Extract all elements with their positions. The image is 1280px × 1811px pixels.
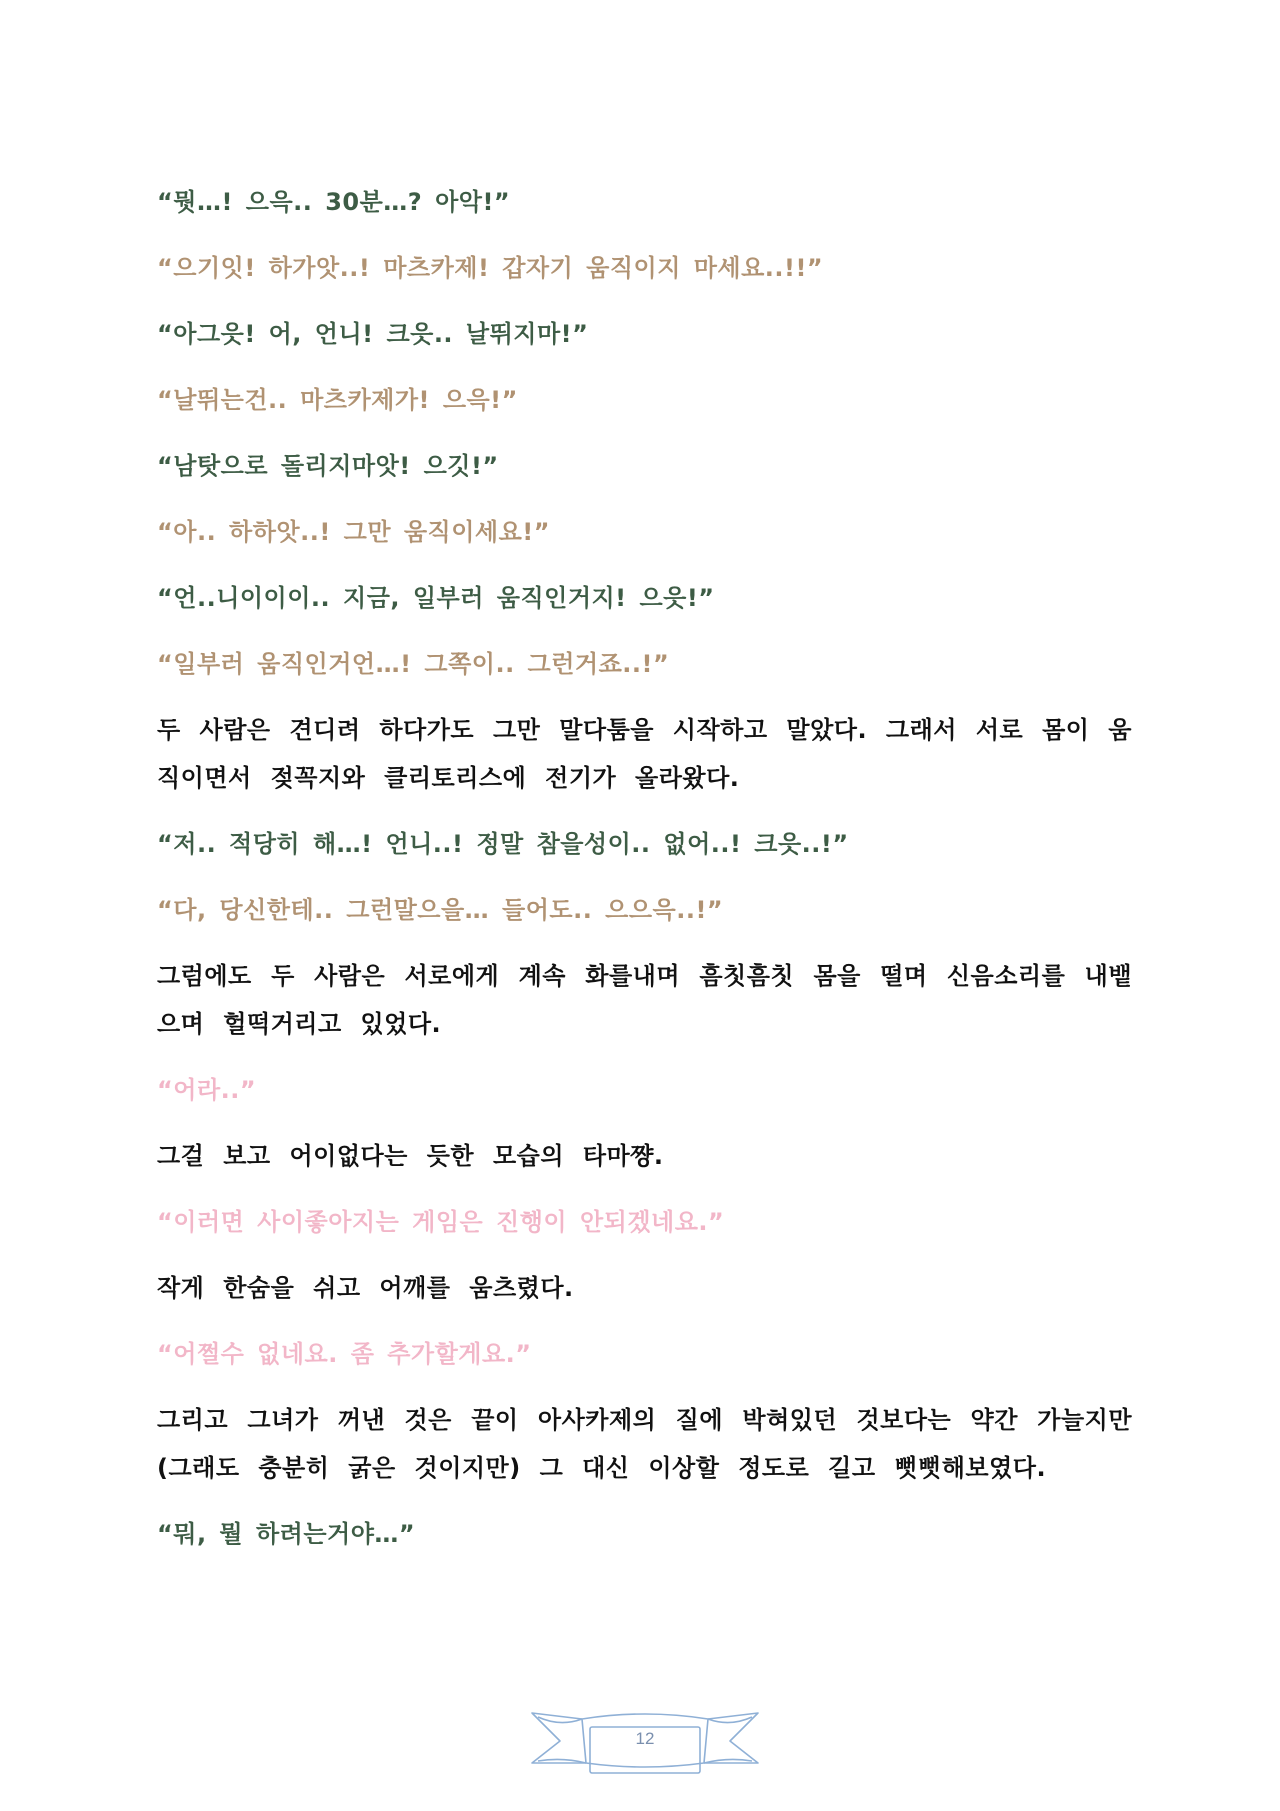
narration-paragraph: 그럼에도 두 사람은 서로에게 계속 화를내며 흠칫흠칫 몸을 떨며 신음소리를 내뱉으며 헐떡거리고 있었다. <box>157 962 1132 1038</box>
dialogue-line: “남탓으로 돌리지마앗! 으깃!” <box>157 452 499 480</box>
dialogue-line: “아그읏! 어, 언니! 크읏.. 날뛰지마!” <box>157 320 589 348</box>
page-number: 12 <box>635 1729 655 1748</box>
dialogue-line: “어라..” <box>157 1076 257 1104</box>
dialogue-line: “어쩔수 없네요. 좀 추가할게요.” <box>157 1340 532 1368</box>
narration-paragraph: 그걸 보고 어이없다는 듯한 모습의 타마쨩. <box>157 1142 664 1170</box>
page-footer <box>530 1705 760 1775</box>
narration-paragraph: 작게 한숨을 쉬고 어깨를 움츠렸다. <box>157 1274 574 1302</box>
dialogue-line: “다, 당신한테.. 그런말으을… 들어도.. 으으윽..!” <box>157 896 724 924</box>
dialogue-line: “언..니이이이.. 지금, 일부러 움직인거지! 으읏!” <box>157 584 715 612</box>
narration-paragraph: 두 사람은 견디려 하다가도 그만 말다툼을 시작하고 말았다. 그래서 서로 몸이 움직이면서 젖꼭지와 클리토리스에 전기가 올라왔다. <box>157 716 1132 792</box>
dialogue-line: “으기잇! 하가앗..! 마츠카제! 갑자기 움직이지 마세요..!!” <box>157 254 824 282</box>
dialogue-line: “저.. 적당히 해…! 언니..! 정말 참을성이.. 없어..! 크읏..!” <box>157 830 849 858</box>
dialogue-line: “일부러 움직인거언…! 그쪽이.. 그런거죠..!” <box>157 650 670 678</box>
page-body <box>157 178 1132 1576</box>
dialogue-line: “날뛰는건.. 마츠카제가! 으윽!” <box>157 386 518 414</box>
dialogue-line: “뭣…! 으윽.. 30분…? 아악!” <box>157 188 511 216</box>
dialogue-line: “이러면 사이좋아지는 게임은 진행이 안되겠네요.” <box>157 1208 725 1236</box>
narration-paragraph: 그리고 그녀가 꺼낸 것은 끝이 아사카제의 질에 박혀있던 것보다는 약간 가늘지만(그래도 충분히 굵은 것이지만) 그 대신 이상할 정도로 길고 뻣뻣해보였다. <box>157 1406 1132 1482</box>
dialogue-line: “아.. 하하앗..! 그만 움직이세요!” <box>157 518 550 546</box>
dialogue-line: “뭐, 뭘 하려는거야…” <box>157 1520 416 1548</box>
